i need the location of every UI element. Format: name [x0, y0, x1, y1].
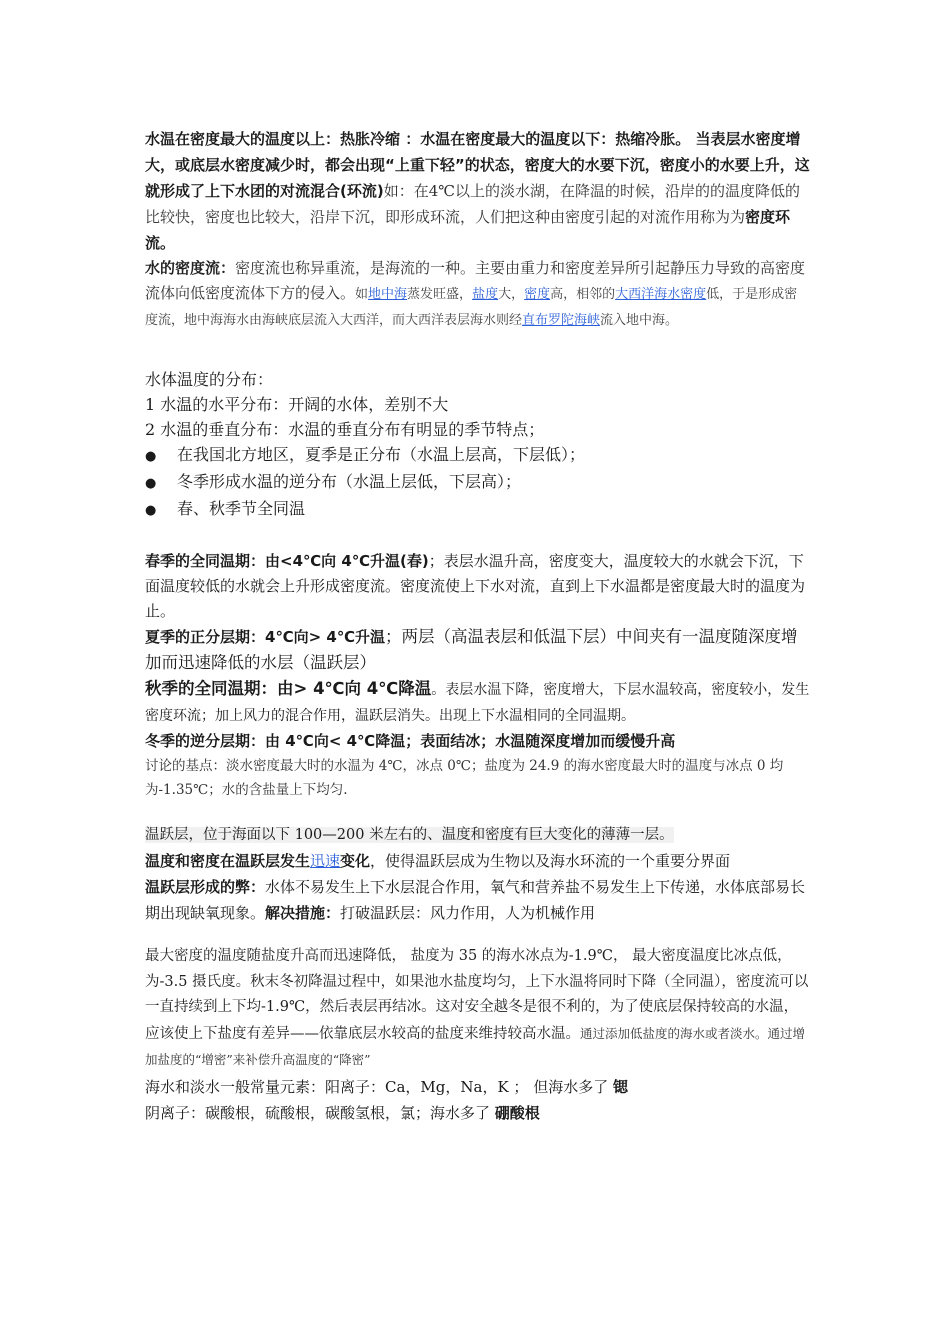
- link-rapid[interactable]: 迅速: [310, 852, 341, 870]
- link-atlantic-density[interactable]: 大西洋海水密度: [615, 287, 707, 302]
- document-body: [145, 126, 810, 1126]
- vertical-distribution: 2 水温的垂直分布：水温的垂直分布有明显的季节特点；: [145, 420, 545, 439]
- paragraph-salinity: [145, 944, 810, 1074]
- paragraph-discussion: 讨论的基点：淡水密度最大时的水温为 4℃，冰点 0℃；盐度为 24.9 的海水密度最大时的温度与冰点 0 均为-1.35℃；水的含盐量上下均匀.: [145, 758, 784, 798]
- text: 蒸发旺盛，: [407, 287, 473, 302]
- bold-text: 锶: [612, 1077, 628, 1096]
- body-text: 密度流也称异重流，是海流的一种。主要由重力和密度差异所引起静压力导致的高密度流体向低密度流体下方的侵入。: [145, 259, 806, 302]
- bold-text: 夏季的正分层期：4℃向> 4℃升温: [145, 628, 385, 646]
- paragraph-thermocline-drawback: [145, 874, 810, 926]
- bold-text: 解决措施：: [265, 904, 341, 922]
- bold-text: 冬季的逆分层期：由 4℃向< 4℃降温；表面结冰；水温随深度增加而缓慢升高: [145, 732, 676, 750]
- text: 如: [355, 287, 369, 302]
- bold-text: 硼酸根: [494, 1103, 540, 1122]
- spacer: [145, 333, 810, 367]
- body-text: 。表层水温下降，密度增大，下层水温较高，密度较小，发生密度环流；加上风力的混合作用，温跃层消失。出现上下水温相同的全同温期。: [145, 682, 810, 724]
- bold-text: 秋季的全同温期：由> 4℃向 4℃降温: [145, 679, 432, 698]
- body-text: 海水和淡水一般常量元素：阳离子：Ca，Mg，Na，K ； 但海水多了: [145, 1077, 613, 1096]
- body-text: 最大密度的温度随盐度升高而迅速降低， 盐度为 35 的海水冰点为-1.9℃， 最大密度温度比冰点低，为-3.5 摄氏度。秋末冬初降温过程中，如果池水盐度均匀，上下水温将同时下降（全同温），密度流可以一直持续到上下均-1.9℃，然后表层再结冰。这对安全越冬是很不利的，为了使底层保持较高的水温，应该使上下盐度有差异——依靠底层水较高的盐度来维持较高水温。: [145, 948, 809, 1042]
- text: 低，于是形成密度流，地中海海水由海峡底层流入大西洋，而大西洋表层海水则经: [145, 287, 798, 328]
- bold-text: 水温在密度最大的温度以上：热胀冷缩 ：水温在密度最大的温度以下：热缩冷胀。 当表层水密度增大，或底层水密度减少时，都会出现“上重下轻”的状态，密度大的水要下沉，密度小的水要上升，这就形成了上下水团的对流混合(环流): [145, 130, 810, 200]
- spacer: [145, 523, 810, 549]
- text: 高，相邻的: [550, 287, 616, 302]
- paragraph-cations: [145, 1074, 810, 1100]
- bullet-text: 春、秋季节全同温: [177, 499, 306, 518]
- body-text: 如：在4℃以上的淡水湖，在降温的时候，沿岸的的温度降低的比较快，密度也比较大，沿岸下沉，即形成环流，人们把这种由密度引起的对流作用称为为: [145, 182, 801, 226]
- paragraph-anions: [145, 1100, 810, 1126]
- text: 大，: [498, 287, 525, 302]
- bullet-item: [145, 469, 810, 496]
- bold-text: 温度和密度在温跃层发生: [145, 852, 311, 870]
- body-text: 阴离子：碳酸根，硫酸根，碳酸氢根，氯；海水多了: [145, 1103, 495, 1122]
- bullet-icon: ●: [145, 503, 157, 518]
- body-text: 通过添加低盐度的海水或者淡水。通过增加盐度的“增密”来补偿升高温度的“降密”: [145, 1025, 806, 1067]
- bold-text: 春季的全同温期：由<4℃向 4℃升温(春): [145, 552, 429, 570]
- body-text: ；表层水温升高，密度变大，温度较大的水就会下沉，下面温度较低的水就会上升形成密度流。密度流使上下水对流，直到上下水温都是密度最大时的温度为止。: [145, 552, 806, 620]
- bold-text: 变化: [340, 852, 371, 870]
- link-salinity[interactable]: 盐度: [472, 287, 499, 302]
- horizontal-distribution: 1 水温的水平分布：开阔的水体，差别不大: [145, 395, 449, 414]
- paragraph-spring: [145, 549, 810, 624]
- body-text: ，使得温跃层成为生物以及海水环流的一个重要分界面: [370, 852, 731, 870]
- body-text: 水体不易发生上下水层混合作用，氧气和营养盐不易发生上下传递，水体底部易长期出现缺氧现象。: [145, 878, 806, 922]
- body-text: 打破温跃层：风力作用，人为机械作用: [340, 904, 596, 922]
- paragraph-density-current: [145, 256, 810, 333]
- bold-text: 温跃层形成的弊：: [145, 878, 266, 896]
- bullet-item: [145, 496, 810, 523]
- link-mediterranean[interactable]: 地中海: [368, 287, 408, 302]
- section-temperature-distribution: [145, 367, 810, 523]
- highlighted-text: 温跃层，位于海面以下 100—200 米左右的、温度和密度有巨大变化的薄薄一层。: [145, 827, 674, 843]
- bullet-icon: ●: [145, 449, 157, 464]
- paragraph-density-circulation: [145, 126, 810, 256]
- paragraph-thermocline-def: [145, 822, 810, 848]
- bold-text: 水的密度流：: [145, 259, 236, 277]
- bullet-item: [145, 442, 810, 469]
- paragraph-winter: [145, 729, 810, 754]
- bold-text: 密度环流。: [145, 208, 791, 252]
- link-gibraltar[interactable]: 直布罗陀海峡: [522, 313, 601, 328]
- link-density[interactable]: 密度: [524, 287, 551, 302]
- body-text: ；两层（高温表层和低温下层）中间夹有一温度随深度增加而迅速降低的水层（温跃层）: [145, 627, 798, 672]
- spacer: [145, 802, 810, 822]
- text: 流入地中海。: [600, 313, 679, 328]
- paragraph-thermocline: [145, 848, 810, 874]
- bullet-text: 在我国北方地区，夏季是正分布（水温上层高，下层低）；: [177, 445, 586, 464]
- bullet-icon: ●: [145, 476, 157, 491]
- paragraph-autumn: [145, 676, 810, 729]
- bullet-text: 冬季形成水温的逆分布（水温上层低，下层高）；: [177, 472, 522, 491]
- paragraph-summer: [145, 624, 810, 676]
- spacer: [145, 926, 810, 944]
- section-title: 水体温度的分布：: [145, 370, 274, 389]
